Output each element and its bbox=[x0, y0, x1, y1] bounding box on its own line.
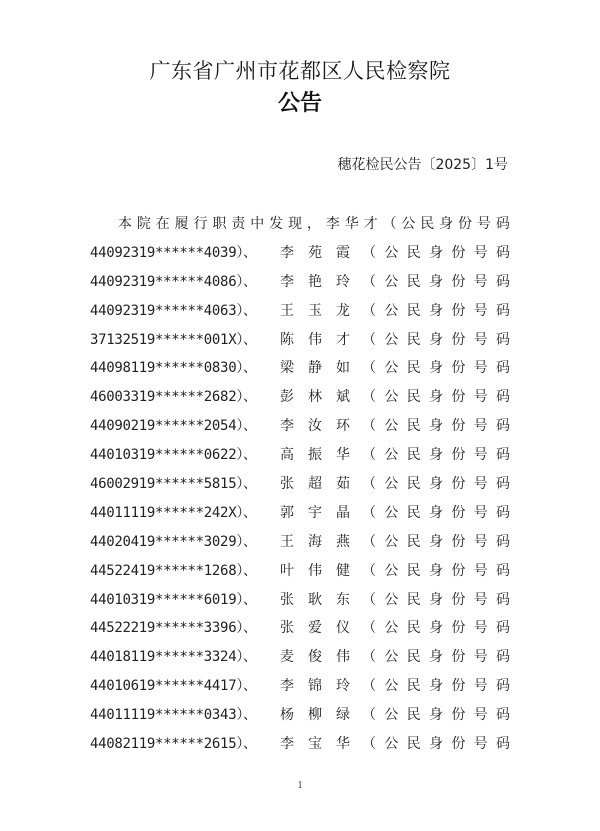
name-char: 华 bbox=[336, 447, 350, 464]
label-char: 码 bbox=[495, 476, 510, 493]
person-name bbox=[280, 354, 362, 383]
label-char: 份 bbox=[451, 504, 466, 521]
id-label bbox=[362, 239, 510, 268]
label-char: 公 bbox=[384, 533, 399, 550]
name-char: 苑 bbox=[308, 244, 322, 261]
name-char: 晶 bbox=[336, 504, 350, 521]
id-label bbox=[362, 586, 510, 615]
label-char: 码 bbox=[495, 244, 510, 261]
label-char: 份 bbox=[451, 302, 466, 319]
intro-char: 份 bbox=[458, 216, 473, 232]
name-char: 超 bbox=[308, 476, 322, 493]
id-label bbox=[362, 730, 510, 759]
label-char: 码 bbox=[495, 273, 510, 290]
label-char: 号 bbox=[473, 244, 488, 261]
person-name bbox=[280, 557, 362, 586]
intro-char: 中 bbox=[250, 216, 265, 232]
label-char: 民 bbox=[406, 736, 421, 753]
name-char: 玉 bbox=[308, 302, 322, 319]
label-char: （ bbox=[362, 476, 376, 493]
list-item bbox=[90, 643, 510, 672]
intro-char: 李 bbox=[325, 216, 340, 232]
label-char: 身 bbox=[428, 302, 443, 319]
person-name bbox=[280, 470, 362, 499]
list-item bbox=[90, 557, 510, 586]
label-char: 公 bbox=[384, 389, 399, 406]
name-char: 霞 bbox=[336, 244, 350, 261]
label-char: 公 bbox=[384, 678, 399, 695]
label-char: 身 bbox=[428, 736, 443, 753]
id-number: 44082119******2615）、 bbox=[90, 736, 257, 753]
person-name bbox=[280, 499, 362, 528]
id-number: 46002919******5815）、 bbox=[90, 476, 257, 493]
id-number: 46003319******2682）、 bbox=[90, 389, 257, 406]
list-item bbox=[90, 614, 510, 643]
label-char: 公 bbox=[384, 360, 399, 377]
label-char: 码 bbox=[495, 331, 510, 348]
person-name bbox=[280, 412, 362, 441]
id-number: 44092319******4039）、 bbox=[90, 244, 257, 261]
id-number: 44011119******242X）、 bbox=[90, 504, 257, 521]
label-char: 份 bbox=[451, 389, 466, 406]
name-char: 锦 bbox=[308, 678, 322, 695]
label-char: 份 bbox=[451, 533, 466, 550]
name-char: 柳 bbox=[308, 707, 322, 724]
label-char: 份 bbox=[451, 331, 466, 348]
name-char: 彭 bbox=[280, 389, 294, 406]
label-char: 码 bbox=[495, 678, 510, 695]
label-char: 码 bbox=[495, 418, 510, 435]
label-char: 号 bbox=[473, 360, 488, 377]
intro-char: 履 bbox=[174, 216, 189, 232]
name-char: 华 bbox=[336, 736, 350, 753]
label-char: 份 bbox=[451, 244, 466, 261]
id-label bbox=[362, 528, 510, 557]
list-item bbox=[90, 297, 510, 326]
id-label bbox=[362, 326, 510, 355]
person-name bbox=[280, 701, 362, 730]
label-char: 公 bbox=[384, 447, 399, 464]
person-name bbox=[280, 326, 362, 355]
label-char: 码 bbox=[495, 649, 510, 666]
label-char: 码 bbox=[495, 620, 510, 637]
name-char: 宝 bbox=[308, 736, 322, 753]
label-char: 公 bbox=[384, 331, 399, 348]
label-char: 号 bbox=[473, 736, 488, 753]
name-char: 艳 bbox=[308, 273, 322, 290]
id-number: 44011119******0343）、 bbox=[90, 707, 257, 724]
label-char: 码 bbox=[495, 736, 510, 753]
id-number: 44522219******3396）、 bbox=[90, 620, 257, 637]
id-number: 44010619******4417）、 bbox=[90, 678, 257, 695]
label-char: 民 bbox=[406, 649, 421, 666]
name-char: 李 bbox=[280, 678, 294, 695]
label-char: 份 bbox=[451, 360, 466, 377]
person-name bbox=[280, 643, 362, 672]
id-label bbox=[362, 499, 510, 528]
label-char: 身 bbox=[428, 389, 443, 406]
list-item bbox=[90, 672, 510, 701]
label-char: 公 bbox=[384, 302, 399, 319]
intro-char: 码 bbox=[495, 216, 510, 232]
name-char: 燕 bbox=[336, 533, 350, 550]
id-number: 44018119******3324）、 bbox=[90, 649, 257, 666]
intro-char: 才 bbox=[363, 216, 378, 232]
label-char: 号 bbox=[473, 418, 488, 435]
label-char: 份 bbox=[451, 707, 466, 724]
name-char: 李 bbox=[280, 273, 294, 290]
person-name bbox=[280, 383, 362, 412]
id-number: 44090219******2054）、 bbox=[90, 418, 257, 435]
label-char: 民 bbox=[406, 533, 421, 550]
label-char: 公 bbox=[384, 707, 399, 724]
label-char: （ bbox=[362, 389, 376, 406]
name-char: 林 bbox=[308, 389, 322, 406]
id-label bbox=[362, 701, 510, 730]
intro-char: 本 bbox=[118, 216, 132, 232]
list-item bbox=[90, 730, 510, 759]
label-char: 号 bbox=[473, 620, 488, 637]
label-char: 民 bbox=[406, 707, 421, 724]
list-item bbox=[90, 412, 510, 441]
name-char: 玲 bbox=[336, 273, 350, 290]
person-name bbox=[280, 441, 362, 470]
id-label bbox=[362, 268, 510, 297]
label-char: 份 bbox=[451, 591, 466, 608]
document-number: 穗花检民公告〔2025〕1号 bbox=[337, 157, 508, 173]
list-item bbox=[90, 383, 510, 412]
label-char: 民 bbox=[406, 620, 421, 637]
name-char: 麦 bbox=[280, 649, 294, 666]
intro-char: 院 bbox=[136, 216, 151, 232]
label-char: 公 bbox=[384, 476, 399, 493]
document-title: 公告 bbox=[277, 91, 322, 116]
list-item bbox=[90, 354, 510, 383]
intro-char: 在 bbox=[155, 216, 170, 232]
label-char: 公 bbox=[384, 504, 399, 521]
name-char: 玲 bbox=[336, 678, 350, 695]
label-char: 身 bbox=[428, 504, 443, 521]
label-char: 号 bbox=[473, 504, 488, 521]
list-item bbox=[90, 701, 510, 730]
label-char: 号 bbox=[473, 562, 488, 579]
label-char: 号 bbox=[473, 649, 488, 666]
person-name bbox=[280, 730, 362, 759]
label-char: 民 bbox=[406, 331, 421, 348]
label-char: 民 bbox=[406, 389, 421, 406]
intro-char: 身 bbox=[439, 216, 454, 232]
notice-body bbox=[90, 210, 510, 759]
name-char: 郭 bbox=[280, 504, 294, 521]
label-char: 身 bbox=[428, 273, 443, 290]
label-char: 身 bbox=[428, 707, 443, 724]
label-char: （ bbox=[362, 736, 376, 753]
list-item bbox=[90, 499, 510, 528]
name-char: 李 bbox=[280, 244, 294, 261]
name-char: 李 bbox=[280, 736, 294, 753]
label-char: 公 bbox=[384, 562, 399, 579]
label-char: 份 bbox=[451, 476, 466, 493]
label-char: 身 bbox=[428, 533, 443, 550]
name-char: 汝 bbox=[308, 418, 322, 435]
name-char: 宇 bbox=[308, 504, 322, 521]
name-char: 环 bbox=[336, 418, 350, 435]
label-char: 份 bbox=[451, 418, 466, 435]
intro-char: 发 bbox=[269, 216, 284, 232]
intro-char: （ bbox=[382, 216, 397, 232]
name-char: 伟 bbox=[308, 331, 322, 348]
label-char: 码 bbox=[495, 389, 510, 406]
id-number: 37132519******001X）、 bbox=[90, 331, 257, 348]
id-number: 44092319******4086）、 bbox=[90, 273, 257, 290]
list-item bbox=[90, 268, 510, 297]
name-char: 张 bbox=[280, 591, 294, 608]
intro-char: 责 bbox=[231, 216, 246, 232]
name-char: 才 bbox=[336, 331, 350, 348]
label-char: 号 bbox=[473, 476, 488, 493]
label-char: 码 bbox=[495, 447, 510, 464]
name-char: 李 bbox=[280, 418, 294, 435]
label-char: 号 bbox=[473, 389, 488, 406]
id-number: 44020419******3029）、 bbox=[90, 533, 257, 550]
label-char: 码 bbox=[495, 562, 510, 579]
id-label bbox=[362, 354, 510, 383]
label-char: 身 bbox=[428, 418, 443, 435]
label-char: （ bbox=[362, 273, 376, 290]
label-char: 身 bbox=[428, 447, 443, 464]
label-char: 民 bbox=[406, 591, 421, 608]
label-char: （ bbox=[362, 447, 376, 464]
label-char: 民 bbox=[406, 447, 421, 464]
name-char: 绿 bbox=[336, 707, 350, 724]
label-char: 身 bbox=[428, 562, 443, 579]
label-char: 码 bbox=[495, 591, 510, 608]
list-item bbox=[90, 528, 510, 557]
person-name bbox=[280, 614, 362, 643]
id-number: 44010319******0622）、 bbox=[90, 447, 257, 464]
label-char: 民 bbox=[406, 476, 421, 493]
person-name bbox=[280, 672, 362, 701]
name-char: 伟 bbox=[336, 649, 350, 666]
name-char: 伟 bbox=[308, 562, 322, 579]
name-char: 振 bbox=[308, 447, 322, 464]
name-char: 杨 bbox=[280, 707, 294, 724]
label-char: （ bbox=[362, 504, 376, 521]
label-char: 公 bbox=[384, 418, 399, 435]
intro-char: 公 bbox=[401, 216, 416, 232]
intro-char: ， bbox=[306, 216, 321, 232]
label-char: 民 bbox=[406, 273, 421, 290]
name-char: 高 bbox=[280, 447, 294, 464]
label-char: 号 bbox=[473, 273, 488, 290]
name-char: 茹 bbox=[336, 476, 350, 493]
list-item bbox=[90, 239, 510, 268]
id-label bbox=[362, 557, 510, 586]
label-char: 民 bbox=[406, 418, 421, 435]
name-char: 爱 bbox=[308, 620, 322, 637]
intro-char: 民 bbox=[420, 216, 435, 232]
name-char: 健 bbox=[336, 562, 350, 579]
label-char: （ bbox=[362, 244, 376, 261]
label-char: 号 bbox=[473, 707, 488, 724]
name-char: 海 bbox=[308, 533, 322, 550]
label-char: 身 bbox=[428, 678, 443, 695]
name-char: 如 bbox=[336, 360, 350, 377]
label-char: 民 bbox=[406, 244, 421, 261]
label-char: 份 bbox=[451, 620, 466, 637]
label-char: （ bbox=[362, 418, 376, 435]
id-label bbox=[362, 643, 510, 672]
name-char: 张 bbox=[280, 620, 294, 637]
label-char: 民 bbox=[406, 562, 421, 579]
label-char: 身 bbox=[428, 620, 443, 637]
label-char: 号 bbox=[473, 533, 488, 550]
label-char: 民 bbox=[406, 360, 421, 377]
label-char: （ bbox=[362, 360, 376, 377]
label-char: 号 bbox=[473, 331, 488, 348]
label-char: 份 bbox=[451, 562, 466, 579]
label-char: 份 bbox=[451, 273, 466, 290]
id-label bbox=[362, 383, 510, 412]
intro-char: 号 bbox=[476, 216, 491, 232]
label-char: （ bbox=[362, 707, 376, 724]
label-char: 码 bbox=[495, 504, 510, 521]
label-char: 民 bbox=[406, 504, 421, 521]
name-char: 王 bbox=[280, 302, 294, 319]
name-char: 王 bbox=[280, 533, 294, 550]
name-char: 叶 bbox=[280, 562, 294, 579]
label-char: 号 bbox=[473, 591, 488, 608]
label-char: 身 bbox=[428, 331, 443, 348]
label-char: 身 bbox=[428, 244, 443, 261]
label-char: 公 bbox=[384, 620, 399, 637]
name-char: 耿 bbox=[308, 591, 322, 608]
id-number: 44522419******1268）、 bbox=[90, 562, 257, 579]
label-char: （ bbox=[362, 649, 376, 666]
label-char: 份 bbox=[451, 678, 466, 695]
name-char: 俊 bbox=[308, 649, 322, 666]
id-label bbox=[362, 412, 510, 441]
name-char: 梁 bbox=[280, 360, 294, 377]
label-char: （ bbox=[362, 302, 376, 319]
id-number: 44098119******0830）、 bbox=[90, 360, 257, 377]
label-char: 公 bbox=[384, 736, 399, 753]
label-char: 号 bbox=[473, 302, 488, 319]
intro-char: 现 bbox=[288, 216, 303, 232]
label-char: 身 bbox=[428, 360, 443, 377]
id-label bbox=[362, 614, 510, 643]
name-char: 张 bbox=[280, 476, 294, 493]
label-char: 码 bbox=[495, 360, 510, 377]
label-char: 份 bbox=[451, 649, 466, 666]
name-char: 斌 bbox=[336, 389, 350, 406]
label-char: 码 bbox=[495, 533, 510, 550]
id-label bbox=[362, 470, 510, 499]
person-name bbox=[280, 239, 362, 268]
label-char: 民 bbox=[406, 302, 421, 319]
id-label bbox=[362, 297, 510, 326]
label-char: 民 bbox=[406, 678, 421, 695]
label-char: 份 bbox=[451, 447, 466, 464]
label-char: 码 bbox=[495, 302, 510, 319]
label-char: （ bbox=[362, 533, 376, 550]
label-char: 号 bbox=[473, 678, 488, 695]
label-char: 公 bbox=[384, 273, 399, 290]
label-char: 码 bbox=[495, 707, 510, 724]
person-name bbox=[280, 586, 362, 615]
label-char: 身 bbox=[428, 649, 443, 666]
list-item bbox=[90, 441, 510, 470]
id-number: 44092319******4063）、 bbox=[90, 302, 257, 319]
intro-char: 行 bbox=[193, 216, 208, 232]
id-number: 44010319******6019）、 bbox=[90, 591, 257, 608]
name-char: 东 bbox=[336, 591, 350, 608]
name-char: 仪 bbox=[336, 620, 350, 637]
person-name bbox=[280, 528, 362, 557]
person-name bbox=[280, 297, 362, 326]
label-char: 份 bbox=[451, 736, 466, 753]
person-name bbox=[280, 268, 362, 297]
label-char: （ bbox=[362, 678, 376, 695]
issuing-organization: 广东省广州市花都区人民检察院 bbox=[149, 59, 451, 83]
label-char: （ bbox=[362, 562, 376, 579]
label-char: 身 bbox=[428, 591, 443, 608]
list-item bbox=[90, 326, 510, 355]
label-char: 公 bbox=[384, 244, 399, 261]
label-char: 身 bbox=[428, 476, 443, 493]
id-label bbox=[362, 672, 510, 701]
list-item bbox=[90, 586, 510, 615]
page-number: 1 bbox=[297, 780, 303, 791]
name-char: 静 bbox=[308, 360, 322, 377]
label-char: 公 bbox=[384, 649, 399, 666]
intro-char: 华 bbox=[344, 216, 359, 232]
name-char: 陈 bbox=[280, 331, 294, 348]
label-char: （ bbox=[362, 591, 376, 608]
name-char: 龙 bbox=[336, 302, 350, 319]
label-char: 号 bbox=[473, 447, 488, 464]
label-char: （ bbox=[362, 331, 376, 348]
label-char: 公 bbox=[384, 591, 399, 608]
intro-line bbox=[90, 210, 510, 239]
id-label bbox=[362, 441, 510, 470]
intro-char: 职 bbox=[212, 216, 227, 232]
list-item bbox=[90, 470, 510, 499]
label-char: （ bbox=[362, 620, 376, 637]
